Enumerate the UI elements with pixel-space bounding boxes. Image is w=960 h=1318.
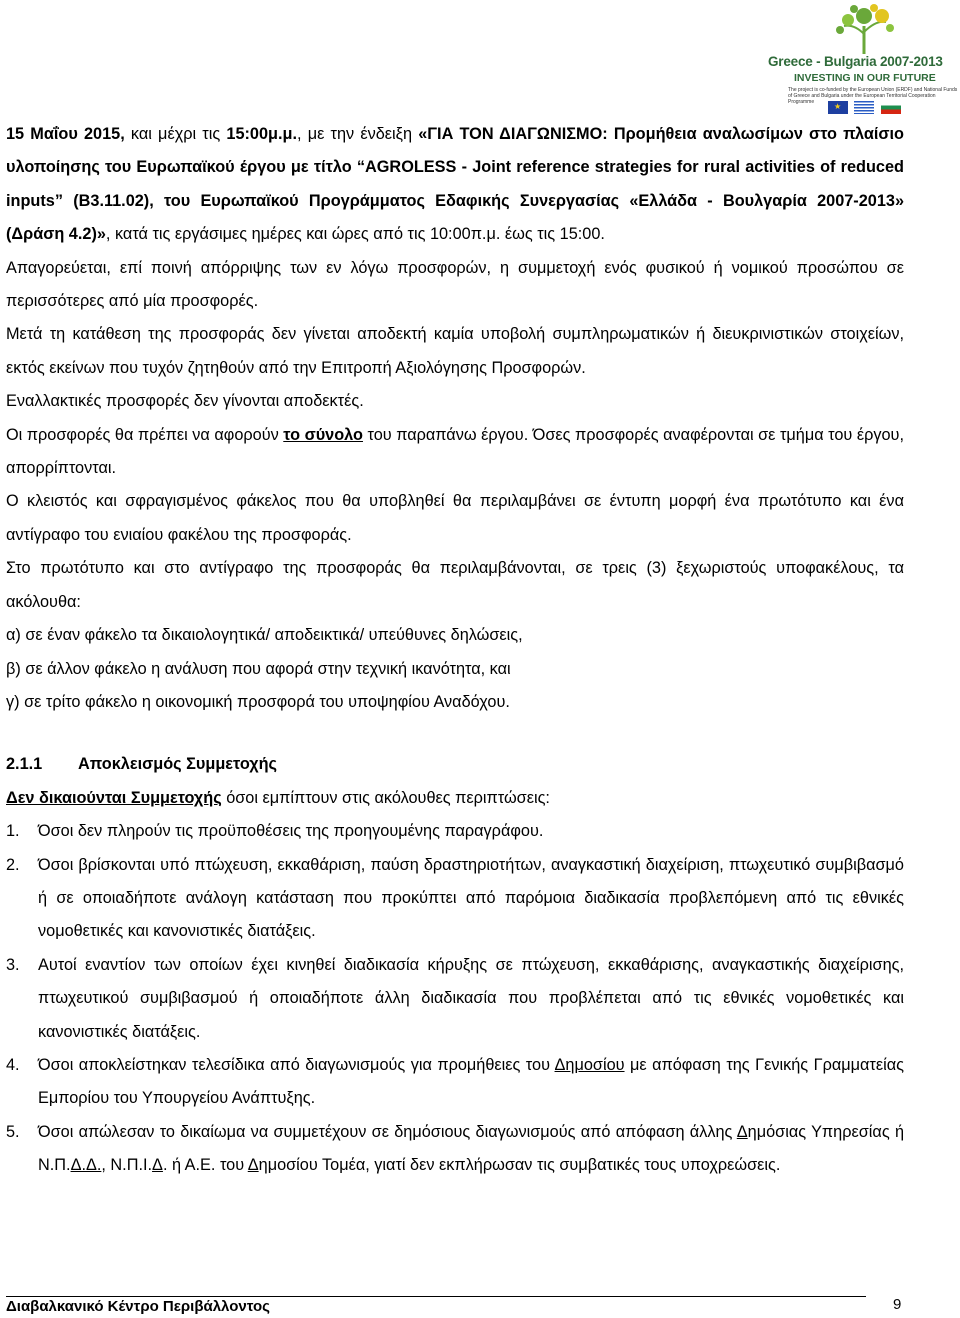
section-title: Αποκλεισμός Συμμετοχής: [78, 755, 277, 774]
text-run: με απόφαση της Γενικής Γραμματείας Εμπορίου του Υπουργείου Ανάπτυξης.: [38, 1055, 904, 1108]
paragraph-alternatives: Εναλλακτικές προσφορές δεν γίνονται αποδεκτές.: [6, 392, 364, 411]
text-run: και μέχρι τις: [124, 125, 227, 143]
text-run: Δ.Δ.: [70, 1156, 102, 1175]
text-run: , Ν.Π.Ι.: [101, 1156, 153, 1175]
text-run: του παραπάνω έργου. Όσες προσφορές αναφέρονται σε τμήμα του έργου, απορρίπτονται.: [6, 425, 904, 478]
list-item: [6, 949, 904, 1049]
deadline-paragraph: [6, 118, 904, 252]
intro-emphasis: Δεν δικαιούνται Συμμετοχής: [6, 788, 222, 807]
bulgaria-flag-icon: [881, 101, 901, 114]
text-run: Δ: [736, 1122, 748, 1141]
text-run: όσοι εμπίπτουν στις ακόλουθες περιπτώσεις:: [221, 788, 550, 807]
list-item: [6, 849, 904, 949]
section-heading: [6, 748, 904, 781]
paragraph-subfolders: Στο πρωτότυπο και στο αντίγραφο της προσφοράς θα περιλαμβάνονται, σε τρεις (3) ξεχωριστούς υποφακέλους, τα ακόλουθα:: [6, 559, 904, 611]
document-body: [6, 118, 904, 1183]
list-text: [38, 1116, 904, 1183]
footer-organization: Διαβαλκανικό Κέντρο Περιβάλλοντος: [6, 1298, 270, 1315]
list-item: [6, 1049, 904, 1116]
footer-divider: [6, 1296, 866, 1297]
text-run: Οι προσφορές θα πρέπει να αφορούν: [6, 425, 284, 444]
list-number: 3.: [6, 955, 20, 974]
deadline-time: 15:00μ.μ.: [226, 125, 298, 143]
exclusion-intro: [6, 782, 904, 815]
deadline-date: 15 Μαΐου 2015,: [6, 125, 125, 143]
eu-flag-icon: [828, 101, 848, 114]
programme-logo: [766, 4, 958, 122]
list-item: [6, 1116, 904, 1183]
logo-subtitle: INVESTING IN OUR FUTURE: [794, 72, 936, 84]
subfolder-a: α) σε έναν φάκελο τα δικαιολογητικά/ αποδεικτικά/ υπεύθυνες δηλώσεις,: [6, 626, 523, 645]
emphasis-total: το σύνολο: [283, 425, 363, 444]
flags: [828, 101, 903, 119]
text-run: , με την ένδειξη: [297, 125, 419, 143]
logo-title: Greece - Bulgaria 2007-2013: [768, 54, 943, 69]
logo-fine-print: The project is co-funded by the European Union (ERDF) and National Funds of Greece and Bulgaria under the European Territorial Cooperation Programme: [788, 87, 958, 105]
list-text: Όσοι βρίσκονται υπό πτώχευση, εκκαθάριση, παύση δραστηριοτήτων, αναγκαστική διαχείριση, πτωχευτικό συμβιβασμό ή σε οποιαδήποτε ανάλογη κατάσταση που προκύπτει από παρόμοια διαδικασία προβλεπόμενη από τις εθνικές νομοθετικές και κανονιστικές διατάξεις.: [38, 855, 904, 941]
subfolder-c: γ) σε τρίτο φάκελο η οικονομική προσφορά του υποψηφίου Αναδόχου.: [6, 692, 510, 711]
list-number: 5.: [6, 1122, 20, 1141]
paragraph-submission: Μετά τη κατάθεση της προσφοράς δεν γίνεται αποδεκτή καμία υποβολή συμπληρωματικών ή διευκρινιστικών στοιχείων, εκτός εκείνων που τυχόν ζητηθούν από την Επιτροπή Αξιολόγησης Προσφορών.: [6, 325, 904, 377]
text-run: ημοσίου Τομέα, γιατί δεν εκπλήρωσαν τις συμβατικές τους υποχρεώσεις.: [258, 1156, 781, 1175]
list-number: 1.: [6, 822, 20, 841]
text-run: Όσοι αποκλείστηκαν τελεσίδικα από διαγωνισμούς για προμήθειες του: [38, 1055, 555, 1074]
text-run: Δ: [152, 1156, 163, 1175]
text-run: . ή Α.Ε. του: [162, 1156, 248, 1175]
text-run: , κατά τις εργάσιμες ημέρες και ώρες από τις 10:00π.μ. έως τις 15:00.: [105, 225, 605, 244]
list-text: [38, 1049, 904, 1116]
paragraph-scope: [6, 419, 904, 486]
tree-logo-icon: [824, 4, 904, 54]
greece-flag-icon: [854, 101, 874, 114]
envelope-label: «ΓΙΑ ΤΟΝ ΔΙΑΓΩΝΙΣΜΟ: Προμήθεια αναλωσίμων στο πλαίσιο υλοποίησης του Ευρωπαϊκού έργου με τίτλο “AGROLESS - Joint reference strategies for rural activities of reduced inputs” (B3.11.02), του Ευρωπαϊκού Προγράμματος Εδαφικής Συνεργασίας «Ελλάδα - Βουλγαρία 2007-2013» (Δράση 4.2)»: [6, 125, 904, 244]
text-run: Δημοσίου: [554, 1055, 625, 1074]
paragraph-envelope: Ο κλειστός και σφραγισμένος φάκελος που θα υποβληθεί θα περιλαμβάνει σε έντυπη μορφή ένα πρωτότυπο και ένα αντίγραφο του ενιαίου φακέλου της προσφοράς.: [6, 492, 904, 544]
subfolder-b: β) σε άλλον φάκελο η ανάλυση που αφορά στην τεχνική ικανότητα, και: [6, 659, 511, 678]
text-run: Δ: [247, 1156, 259, 1175]
list-number: 4.: [6, 1055, 20, 1074]
list-text: Αυτοί εναντίον των οποίων έχει κινηθεί διαδικασία κήρυξης σε πτώχευση, εκκαθάρισης, αναγκαστικής διαχείρισης, πτωχευτικού συμβιβασμού ή οποιαδήποτε άλλη διαδικασία που προβλέπεται από τις εθνικές νομοθετικές και κανονιστικές διατάξεις.: [38, 955, 904, 1041]
section-number: 2.1.1: [6, 755, 43, 774]
text-run: Όσοι απώλεσαν το δικαίωμα να συμμετέχουν σε δημόσιους διαγωνισμούς από απόφαση άλλης: [38, 1122, 737, 1141]
list-item: [6, 815, 904, 848]
list-text: Όσοι δεν πληρούν τις προϋποθέσεις της προηγουμένης παραγράφου.: [38, 822, 544, 841]
list-number: 2.: [6, 855, 20, 874]
text-run: ημόσιας Υπηρεσίας ή Ν.Π.: [38, 1122, 904, 1175]
page-number: 9: [893, 1296, 902, 1313]
paragraph-prohibition: Απαγορεύεται, επί ποινή απόρριψης των εν λόγω προσφορών, η συμμετοχή ενός φυσικού ή νομικού προσώπου σε περισσότερες από μία προσφορές.: [6, 258, 904, 311]
